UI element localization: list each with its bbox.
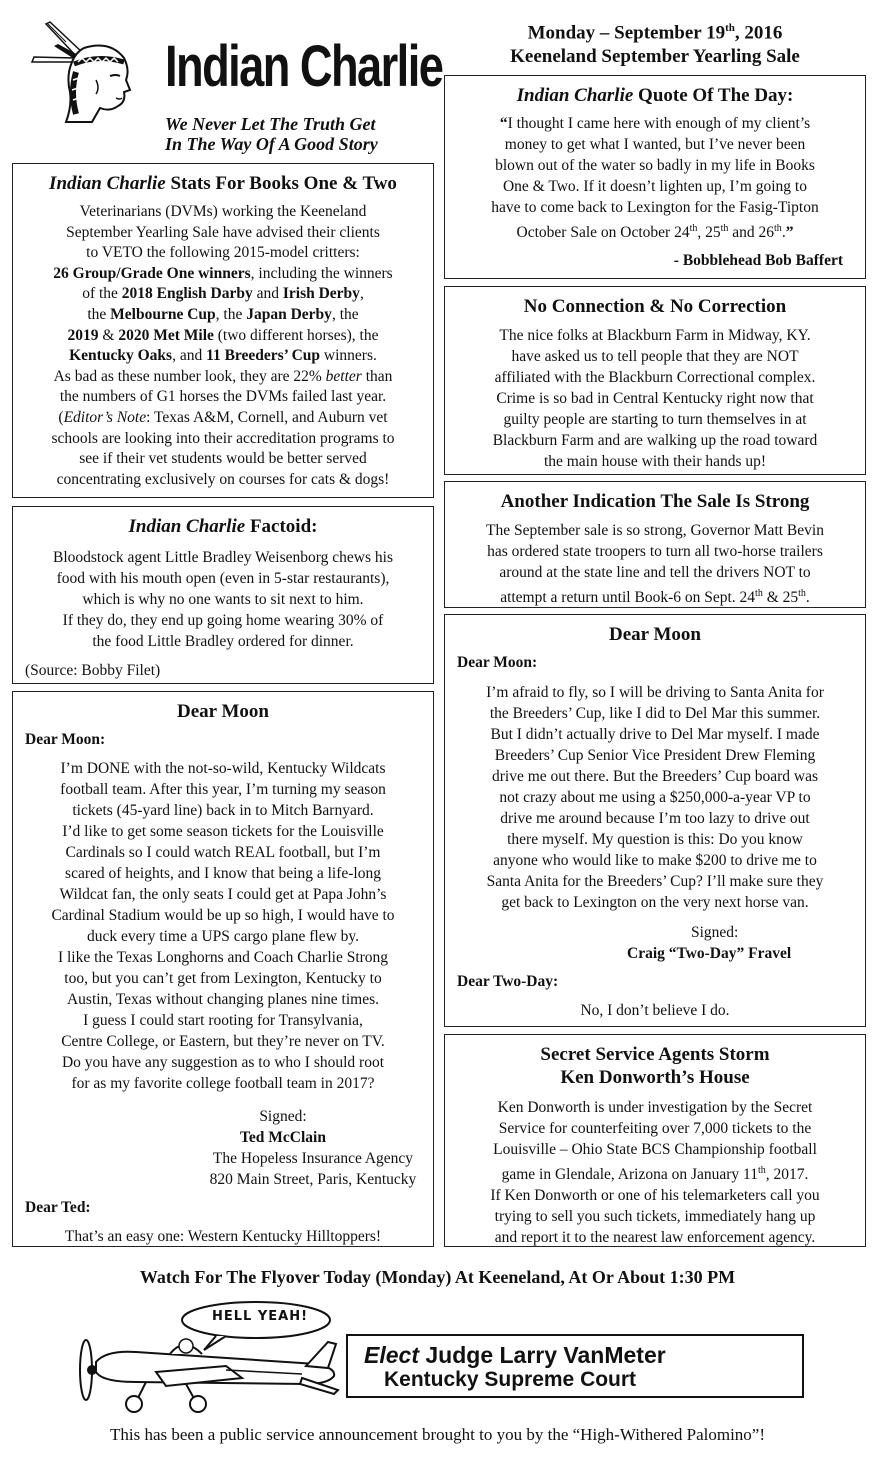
- stats-box: [12, 163, 434, 498]
- dear-moon-right-title: Dear Moon: [609, 624, 701, 645]
- footer-announcement: This has been a public service announcement brought to you by the “High-Withered Palomino”!: [109, 1425, 766, 1444]
- no-connection-box: [444, 286, 866, 475]
- dear-moon-left-letter: I’m DONE with the not-so-wild, Kentucky Wildcats football team. After this year, I’m turning my season tickets (45-yard line) back in to Mitch Barnyard. I’d like to get some season tickets for the Louisville Cardinals so I could watch REAL football, but I’m scared of heights, and I know that being a life-long Wildcat fan, the only seats I could get at Papa John’s Cardinal Stadium would be up so high, I would have to duck every time a UPS cargo plane flew by. I like the Texas Longhorns and Coach Charlie Strong too, but you can’t get from Lexington, Kentucky to Austin, Texas without changing planes nine times. I guess I could start rooting for Transylvania, Centre College, or Eastern, but they’re never on TV. Do you have any suggestion as to who I should root for as my favorite college football team in 2017?: [51, 760, 395, 1092]
- banner-elect: Elect: [364, 1342, 419, 1368]
- quote-box: [444, 75, 866, 279]
- sale-strong-box: [444, 481, 866, 608]
- quote-title: Indian Charlie Quote Of The Day:: [516, 85, 794, 106]
- dear-moon-right-box: [444, 614, 866, 1027]
- dear-moon-right-signature: Signed: Craig “Two-Day” Fravel: [627, 924, 792, 962]
- flyover-headline: Watch For The Flyover Today (Monday) At Keeneland, At Or About 1:30 PM: [139, 1267, 736, 1287]
- election-banner: [346, 1334, 804, 1398]
- masthead-tagline: We Never Let The Truth Get In The Way Of A Good Story: [165, 114, 378, 154]
- factoid-box: [12, 506, 434, 684]
- factoid-source: (Source: Bobby Filet): [25, 662, 161, 679]
- dear-moon-right-salutation: Dear Moon:: [457, 654, 538, 671]
- secret-service-box: [444, 1034, 866, 1247]
- quote-attribution: - Bobblehead Bob Baffert: [673, 252, 843, 270]
- factoid-body: Bloodstock agent Little Bradley Weisenborg chews his food with his mouth open (even in 5-star restaurants), which is why no one wants to sit next to him. If they do, they end up going home wearing 30% of the food Little Bradley ordered for dinner.: [53, 549, 393, 650]
- sale-strong-body: The September sale is so strong, Governor Matt Bevin has ordered state troopers to turn all two-horse trailers around at the state line and tell the drivers NOT to attempt a return until Book-6 on Sept. 24th & 25th.: [486, 522, 824, 607]
- no-connection-body: The nice folks at Blackburn Farm in Midway, KY. have asked us to tell people that they are NOT affiliated with the Blackburn Correctional complex. Crime is so bad in Central Kentucky right now that guilty people are starting to turn themselves in at Blackburn Farm and are walking up the road toward the main house with their hands up!: [492, 327, 818, 470]
- masthead-title: Indian Charlie: [165, 34, 443, 99]
- dear-moon-right-reply: No, I don’t believe I do.: [580, 1002, 730, 1019]
- speech-bubble-text: HELL YEAH!: [211, 1309, 309, 1324]
- dear-moon-right-letter: I’m afraid to fly, so I will be driving to Santa Anita for the Breeders’ Cup, like I did to Del Mar this summer. But I didn’t actually drive to Del Mar myself. I made Breeders’ Cup Senior Vice President Drew Fleming drive me out there. But the Breeders’ Cup board was not crazy about me using a $250,000-a-year VP to drive me around because I’m too lazy to drive out there myself. My question is this: Do you know anyone who would like to make $200 to drive me to Santa Anita for the Breeders’ Cup? I’ll make sure they get back to Lexington on the very next horse van.: [486, 684, 824, 911]
- stats-body: Veterinarians (DVMs) working the Keeneland September Yearling Sale have advised their clients to VETO the following 2015-model critters: 26 Group/Grade One winners, including the winners of the 2018 English Darby and Irish Derby, the Melbourne Cup, the Japan Derby, the 2019 & 2020 Met Mile (two different horses), the Kentucky Oaks, and 11 Breeders’ Cup winners. As bad as these number look, they are 22% better than the numbers of G1 horses the DVMs failed last year. (Editor’s Note: Texas A&M, Cornell, and Auburn vet schools are looking into their accreditation programs to see if their vet students would be better served concentrating exclusively on courses for cats & dogs!: [51, 203, 395, 488]
- dear-moon-left-box: [12, 691, 434, 1247]
- event-name: Keeneland September Yearling Sale: [510, 46, 800, 68]
- stats-title: Indian Charlie Stats For Books One & Two: [49, 173, 397, 194]
- secret-service-title: Secret Service Agents Storm Ken Donworth’s House: [540, 1044, 770, 1088]
- dear-moon-left-salutation: Dear Moon:: [25, 731, 106, 748]
- dear-moon-left-reply: That’s an easy one: Western Kentucky Hilltoppers!: [64, 1228, 382, 1245]
- secret-service-body: Ken Donworth is under investigation by the Secret Service for counterfeiting over 7,000 tickets to the Louisville – Ohio State BCS Championship football game in Glendale, Arizona on January 11th, 2017. If Ken Donworth or one of his telemarketers call you trying to sell you such tickets, immediately hang up and report it to the nearest law enforcement agency.: [490, 1099, 820, 1247]
- factoid-title: Indian Charlie Factoid:: [128, 516, 318, 537]
- quote-body: “I thought I came here with enough of my client’s money to get what I wanted, but I’ve never been blown out of the water so badly in my life in Books One & Two. If it doesn’t lighten up, I’m going to have to come back to Lexington for the Fasig-Tipton October Sale on October 24th, 25th and 26th.”: [491, 115, 819, 242]
- banner-candidate: Judge Larry VanMeter: [418, 1342, 666, 1368]
- issue-date: Monday – September 19th, 2016: [527, 22, 783, 44]
- dear-moon-left-title: Dear Moon: [177, 701, 269, 722]
- dear-moon-left-signature: Signed: Ted McClain The Hopeless Insurance Agency 820 Main Street, Paris, Kentucky: [209, 1108, 417, 1188]
- dateline: [440, 16, 870, 69]
- indian-chief-head-icon: [26, 18, 138, 128]
- dear-moon-right-reply-salutation: Dear Two-Day:: [457, 973, 559, 990]
- banner-court: Kentucky Supreme Court: [384, 1368, 637, 1391]
- dear-moon-left-reply-salutation: Dear Ted:: [25, 1199, 91, 1216]
- no-connection-title: No Connection & No Correction: [523, 296, 787, 317]
- sale-strong-title: Another Indication The Sale Is Strong: [500, 491, 810, 512]
